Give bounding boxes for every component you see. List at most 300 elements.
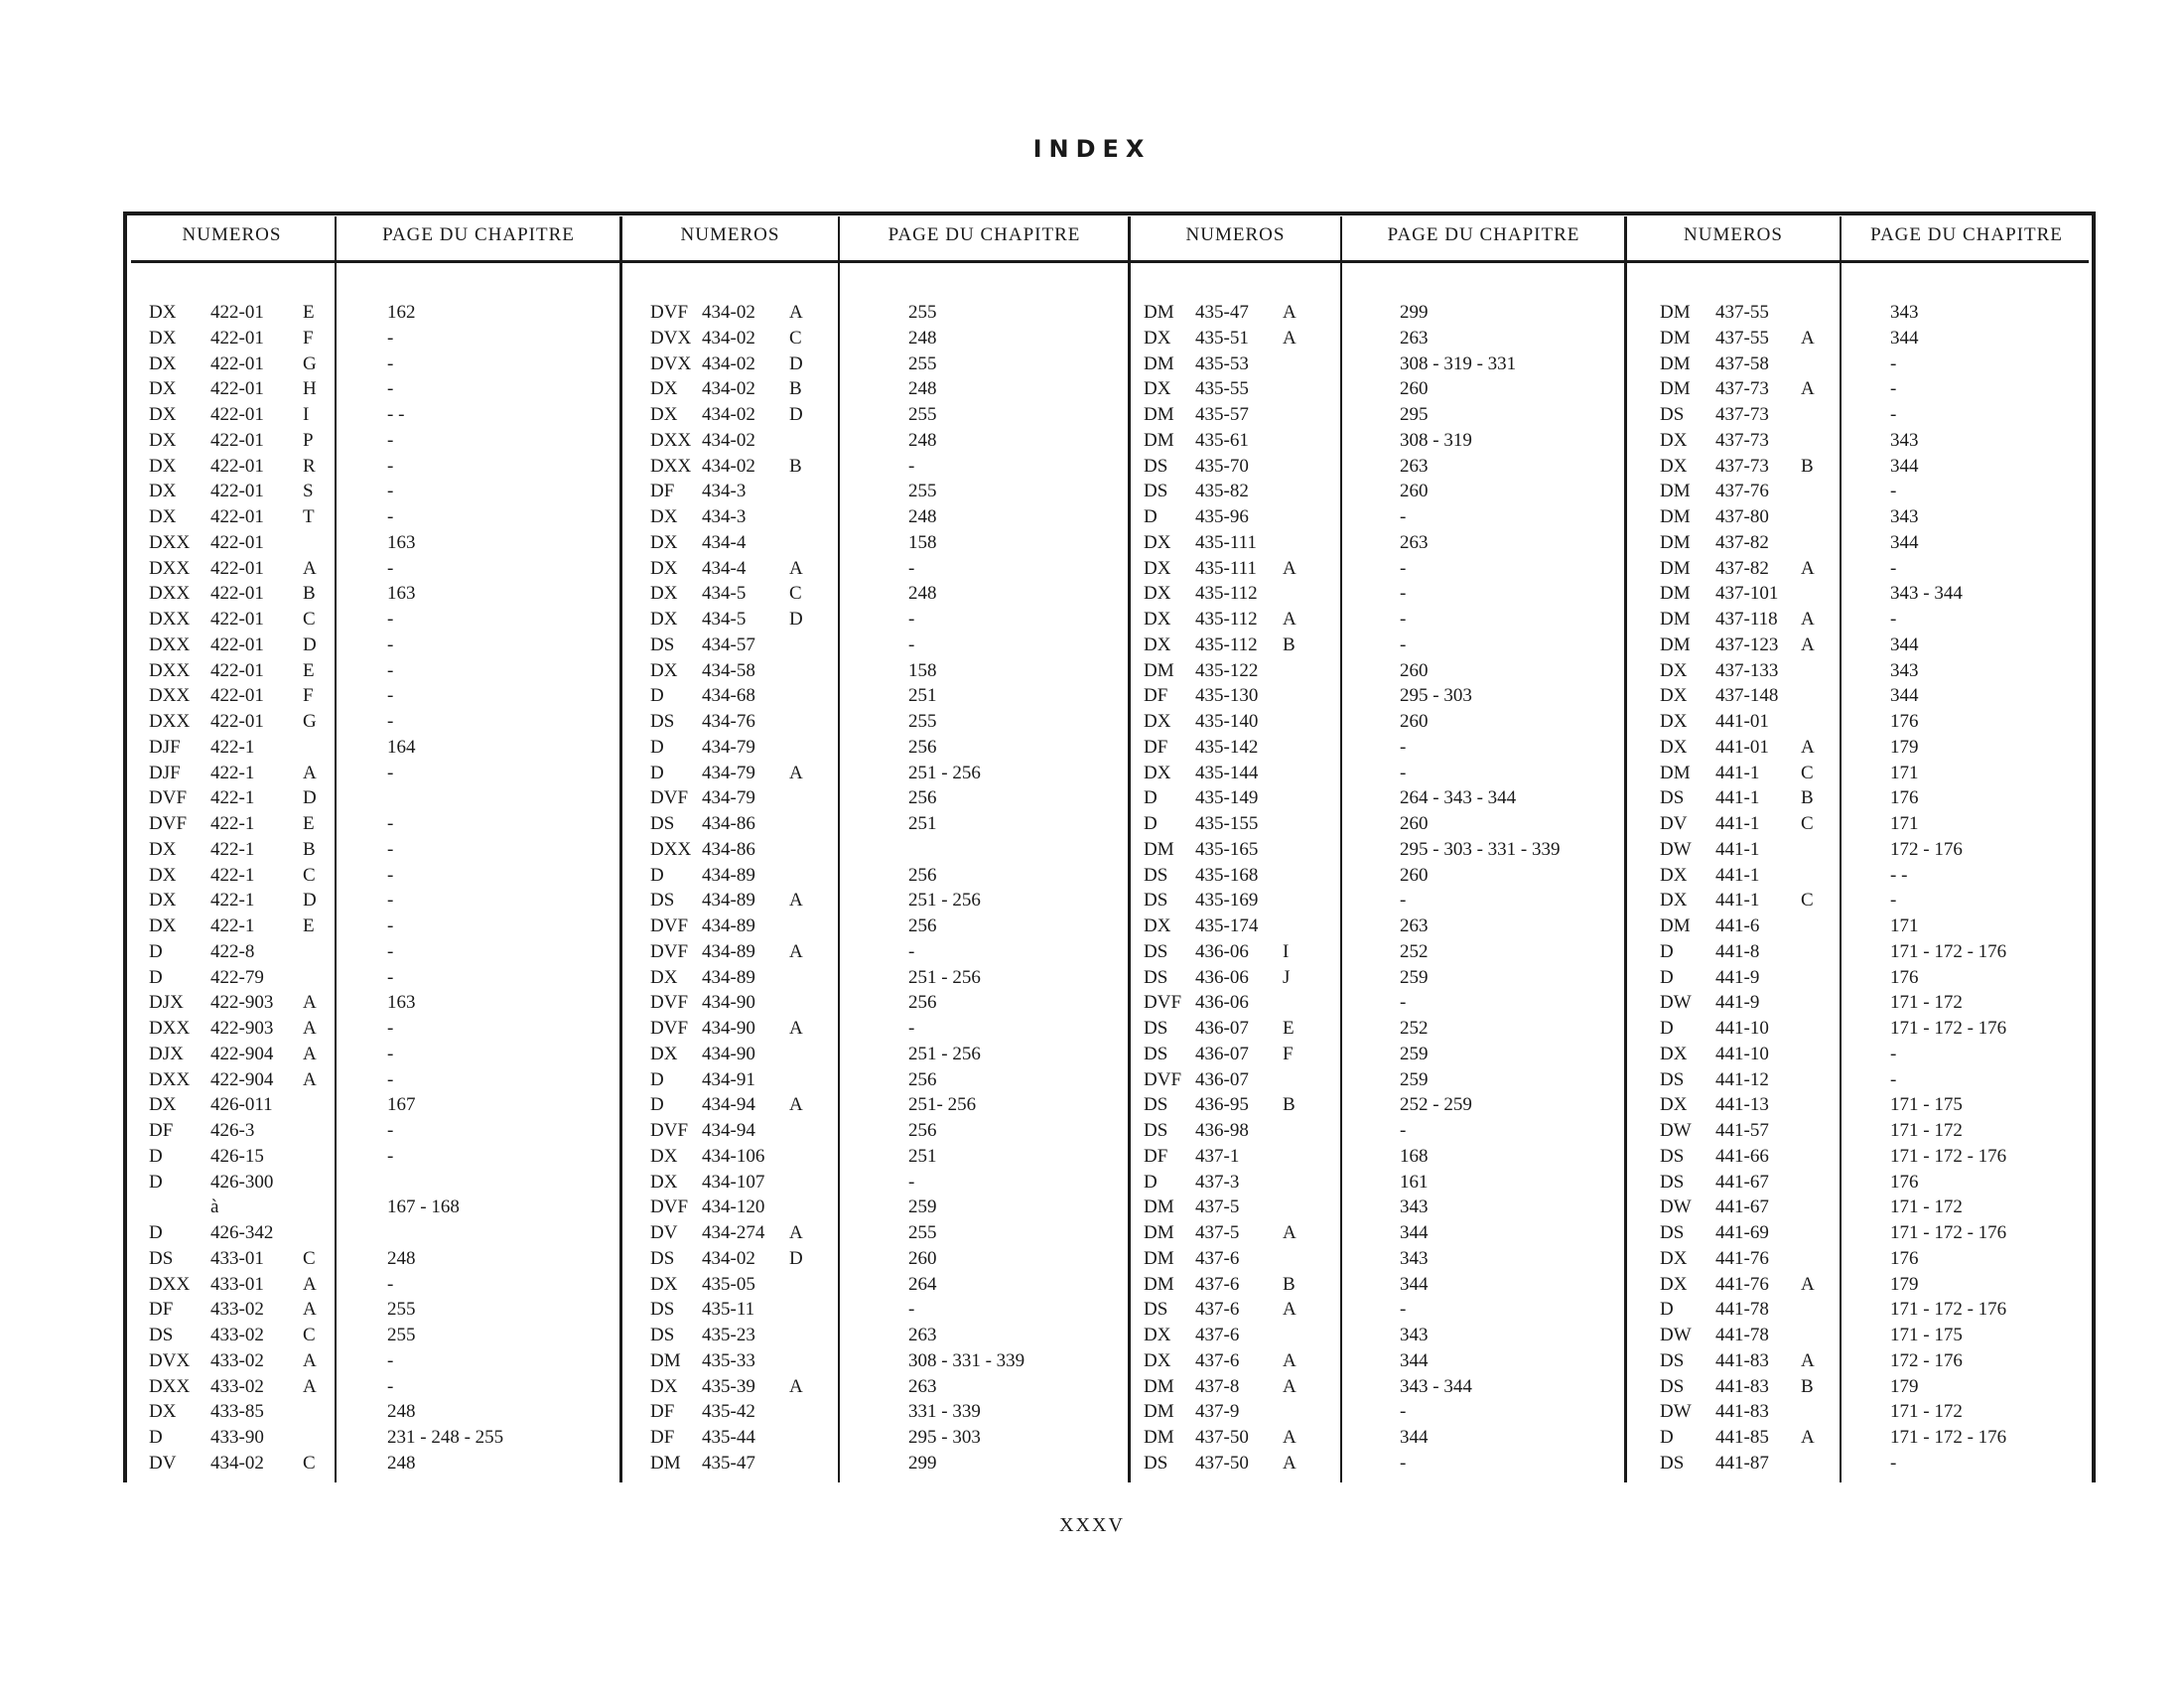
entry-number: 435-96 <box>1195 506 1249 527</box>
entry-page: 252 - 259 <box>1400 1094 1472 1116</box>
entry-suffix: A <box>1801 1273 1815 1295</box>
entry-page: 179 <box>1890 1375 1919 1397</box>
entry-prefix: DM <box>1660 915 1691 936</box>
entry-number: 434-02 <box>702 352 755 374</box>
entry-number: 437-118 <box>1715 609 1778 630</box>
entry-number: 435-111 <box>1195 531 1257 553</box>
entry-prefix: D <box>149 1171 163 1193</box>
entry-suffix: A <box>303 1018 317 1039</box>
entry-page: 171 - 172 - 176 <box>1890 940 2007 962</box>
entry-number: 433-02 <box>210 1375 264 1397</box>
entry-prefix: D <box>149 1222 163 1243</box>
entry-page: 251 <box>908 813 937 834</box>
entry-page: 344 <box>1400 1222 1429 1243</box>
entry-number: 434-5 <box>702 583 747 605</box>
entry-prefix: DS <box>1660 1452 1685 1474</box>
entry-suffix: A <box>1801 1427 1815 1448</box>
entry-prefix: D <box>1144 506 1158 527</box>
entry-suffix: C <box>1801 762 1814 783</box>
entry-number: 436-07 <box>1195 1043 1249 1064</box>
entry-page: - <box>908 1018 915 1039</box>
entry-number: 433-02 <box>210 1299 264 1321</box>
page-number: XXXV <box>1059 1514 1125 1536</box>
entry-number: 441-67 <box>1715 1196 1769 1218</box>
entry-number: 422-1 <box>210 915 255 936</box>
entry-suffix: A <box>1283 302 1297 323</box>
entry-page: - <box>387 327 394 349</box>
entry-number: 434-02 <box>702 378 755 400</box>
entry-page: - <box>1890 890 1897 912</box>
entry-prefix: DVX <box>650 352 692 374</box>
entry-page: 343 <box>1400 1196 1429 1218</box>
entry-number: 422-01 <box>210 685 264 707</box>
entry-number: 441-9 <box>1715 966 1760 988</box>
entry-page: - <box>387 915 394 936</box>
header-page-du-chapitre: PAGE DU CHAPITRE <box>887 224 1081 245</box>
entry-prefix: D <box>1144 787 1158 809</box>
entry-page: - <box>387 890 394 912</box>
entry-page: 255 <box>908 711 937 732</box>
entry-prefix: DF <box>1144 1145 1168 1167</box>
entry-number: 435-33 <box>702 1349 755 1371</box>
entry-prefix: DS <box>650 633 675 655</box>
entry-number: 441-1 <box>1715 813 1760 834</box>
entry-page: 256 <box>908 915 937 936</box>
entry-prefix: D <box>1144 813 1158 834</box>
entry-number: 435-44 <box>702 1427 755 1448</box>
entry-number: 434-02 <box>702 327 755 349</box>
entry-prefix: DS <box>650 813 675 834</box>
entry-prefix: DXX <box>149 531 191 553</box>
entry-suffix: B <box>789 378 802 400</box>
entry-number: 435-51 <box>1195 327 1249 349</box>
entry-prefix: DW <box>1660 1401 1692 1423</box>
entry-number: 436-07 <box>1195 1018 1249 1039</box>
entry-prefix: DX <box>650 659 678 681</box>
entry-prefix: DW <box>1660 992 1692 1014</box>
entry-prefix: DS <box>1144 481 1168 502</box>
entry-suffix: A <box>789 1222 803 1243</box>
entry-number: 422-1 <box>210 838 255 860</box>
column-divider <box>1624 216 1627 1482</box>
entry-suffix: A <box>1283 1375 1297 1397</box>
entry-number: 434-79 <box>702 762 755 783</box>
entry-prefix: DS <box>149 1325 174 1345</box>
entry-page: 248 <box>387 1247 416 1269</box>
entry-suffix: A <box>303 557 317 579</box>
entry-page: 231 - 248 - 255 <box>387 1427 504 1448</box>
entry-number: 435-53 <box>1195 352 1249 374</box>
entry-prefix: DX <box>1144 557 1171 579</box>
entry-suffix: F <box>303 685 314 707</box>
entry-suffix: A <box>1283 609 1297 630</box>
entry-suffix: A <box>1283 1452 1297 1474</box>
entry-page: 171 - 172 - 176 <box>1890 1018 2007 1039</box>
entry-page: 260 <box>1400 711 1429 732</box>
entry-page: 171 - 172 <box>1890 992 1963 1014</box>
entry-number: 422-1 <box>210 736 255 758</box>
entry-number: 434-79 <box>702 736 755 758</box>
entry-number: 435-111 <box>1195 557 1257 579</box>
entry-number: 434-76 <box>702 711 755 732</box>
entry-prefix: DX <box>650 1043 678 1064</box>
entry-page: - <box>1890 609 1897 630</box>
entry-prefix: D <box>1660 966 1674 988</box>
entry-page: 171 - 172 - 176 <box>1890 1145 2007 1167</box>
entry-number: 435-168 <box>1195 864 1259 886</box>
entry-number: 434-91 <box>702 1068 755 1090</box>
entry-prefix: DS <box>1660 404 1685 425</box>
entry-prefix: DM <box>1144 1375 1174 1397</box>
entry-number: 422-01 <box>210 633 264 655</box>
entry-page: 255 <box>387 1325 416 1345</box>
entry-number: 422-1 <box>210 787 255 809</box>
entry-suffix: E <box>303 302 315 323</box>
entry-number: 435-112 <box>1195 633 1258 655</box>
entry-page: 176 <box>1890 966 1919 988</box>
entry-number: 422-01 <box>210 352 264 374</box>
entry-number: 434-68 <box>702 685 755 707</box>
entry-suffix: D <box>789 609 803 630</box>
entry-page: 248 <box>908 327 937 349</box>
entry-page: 255 <box>908 404 937 425</box>
entry-number: 435-140 <box>1195 711 1259 732</box>
entry-suffix: D <box>789 1247 803 1269</box>
entry-number: 422-1 <box>210 890 255 912</box>
entry-prefix: DS <box>1144 864 1168 886</box>
entry-page: 251 - 256 <box>908 762 981 783</box>
entry-number: 435-47 <box>702 1452 755 1474</box>
entry-prefix: DX <box>1144 1325 1171 1345</box>
entry-suffix: A <box>1283 1299 1297 1321</box>
entry-page: 331 - 339 <box>908 1401 981 1423</box>
entry-number: 435-149 <box>1195 787 1259 809</box>
entry-prefix: DM <box>1144 1273 1174 1295</box>
entry-number: 422-01 <box>210 583 264 605</box>
entry-page: 176 <box>1890 787 1919 809</box>
entry-prefix: DF <box>1144 736 1168 758</box>
entry-number: 434-02 <box>702 404 755 425</box>
entry-number: 434-89 <box>702 915 755 936</box>
entry-page: - <box>387 506 394 527</box>
entry-page: 171 <box>1890 915 1919 936</box>
entry-prefix: D <box>650 864 664 886</box>
entry-page: - <box>387 659 394 681</box>
entry-page: 163 <box>387 531 416 553</box>
entry-page: 171 - 172 <box>1890 1120 1963 1141</box>
entry-page: 162 <box>387 302 416 323</box>
entry-prefix: D <box>149 1427 163 1448</box>
entry-suffix: C <box>789 583 802 605</box>
entry-suffix: A <box>1283 327 1297 349</box>
entry-suffix: G <box>303 711 317 732</box>
entry-page: 251 - 256 <box>908 890 981 912</box>
entry-prefix: DX <box>1660 429 1688 451</box>
entry-prefix: DM <box>1660 302 1691 323</box>
entry-number: 435-165 <box>1195 838 1259 860</box>
entry-prefix: DX <box>650 966 678 988</box>
entry-prefix: DW <box>1660 838 1692 860</box>
entry-page: 171 - 172 - 176 <box>1890 1427 2007 1448</box>
entry-page: 260 <box>1400 864 1429 886</box>
entry-prefix: DX <box>149 864 177 886</box>
entry-page: 260 <box>1400 813 1429 834</box>
entry-prefix: DS <box>1660 1171 1685 1193</box>
entry-suffix: B <box>1283 1094 1296 1116</box>
entry-number: 426-15 <box>210 1145 264 1167</box>
entry-page: - <box>1890 557 1897 579</box>
entry-page: - <box>1400 609 1407 630</box>
entry-prefix: DX <box>1660 659 1688 681</box>
header-numeros: NUMEROS <box>1684 224 1783 245</box>
entry-prefix: DXX <box>149 609 191 630</box>
entry-number: 437-6 <box>1195 1273 1240 1295</box>
entry-page: - <box>387 813 394 834</box>
entry-number: 436-06 <box>1195 940 1249 962</box>
entry-suffix: A <box>1801 1349 1815 1371</box>
entry-prefix: DX <box>149 302 177 323</box>
entry-number: 434-4 <box>702 531 747 553</box>
entry-prefix: DX <box>650 583 678 605</box>
entry-page: 263 <box>908 1375 937 1397</box>
entry-suffix: A <box>1283 557 1297 579</box>
entry-number: 434-89 <box>702 966 755 988</box>
entry-prefix: DX <box>1144 609 1171 630</box>
entry-suffix: D <box>789 404 803 425</box>
entry-page: 344 <box>1890 531 1919 553</box>
entry-number: 434-02 <box>702 1247 755 1269</box>
entry-prefix: DS <box>1144 1018 1168 1039</box>
entry-page: 263 <box>1400 915 1429 936</box>
entry-prefix: DX <box>149 455 177 477</box>
entry-page: - <box>1400 762 1407 783</box>
entry-suffix: B <box>1801 455 1814 477</box>
entry-page: - <box>387 864 394 886</box>
entry-number: 435-130 <box>1195 685 1259 707</box>
entry-prefix: DXX <box>650 838 692 860</box>
entry-prefix: DVX <box>650 327 692 349</box>
entry-number: 422-01 <box>210 557 264 579</box>
entry-prefix: DVF <box>650 302 689 323</box>
entry-page: 260 <box>1400 378 1429 400</box>
entry-number: 435-155 <box>1195 813 1259 834</box>
entry-page: - <box>1400 633 1407 655</box>
entry-prefix: DX <box>149 838 177 860</box>
entry-number: 437-148 <box>1715 685 1779 707</box>
entry-number: 436-07 <box>1195 1068 1249 1090</box>
entry-prefix: DVF <box>650 940 689 962</box>
entry-suffix: H <box>303 378 317 400</box>
entry-page: 172 - 176 <box>1890 838 1963 860</box>
entry-number: 434-02 <box>210 1452 264 1474</box>
entry-prefix: DS <box>1660 1145 1685 1167</box>
entry-number: 437-6 <box>1195 1247 1240 1269</box>
entry-prefix: DX <box>149 506 177 527</box>
entry-page: - <box>908 455 915 477</box>
entry-prefix: DVF <box>149 787 188 809</box>
entry-prefix: DXX <box>149 659 191 681</box>
entry-page: 163 <box>387 992 416 1014</box>
entry-suffix: B <box>789 455 802 477</box>
entry-prefix: DS <box>1144 890 1168 912</box>
entry-page: 164 <box>387 736 416 758</box>
entry-page: 171 - 172 <box>1890 1196 1963 1218</box>
entry-page: 295 <box>1400 404 1429 425</box>
entry-prefix: DM <box>1660 609 1691 630</box>
entry-prefix: D <box>149 940 163 962</box>
entry-prefix: DV <box>1660 813 1688 834</box>
entry-prefix: DM <box>1660 531 1691 553</box>
entry-number: 426-342 <box>210 1222 274 1243</box>
entry-page: - <box>908 1171 915 1193</box>
entry-page: 251 <box>908 1145 937 1167</box>
entry-number: 422-01 <box>210 481 264 502</box>
entry-page: - <box>908 1299 915 1321</box>
entry-suffix: E <box>303 813 315 834</box>
entry-page: 171 <box>1890 762 1919 783</box>
entry-prefix: D <box>1660 1427 1674 1448</box>
entry-page: 344 <box>1890 685 1919 707</box>
entry-prefix: DS <box>1660 1349 1685 1371</box>
entry-prefix: DX <box>149 404 177 425</box>
entry-prefix: DVF <box>650 1196 689 1218</box>
entry-number: 441-8 <box>1715 940 1760 962</box>
entry-page: 343 <box>1890 506 1919 527</box>
entry-prefix: DM <box>1144 1427 1174 1448</box>
entry-number: 437-55 <box>1715 302 1769 323</box>
entry-prefix: DS <box>650 1325 675 1345</box>
column-divider <box>1340 216 1342 1482</box>
entry-suffix: B <box>1801 1375 1814 1397</box>
entry-prefix: DVF <box>149 813 188 834</box>
entry-suffix: A <box>303 1068 317 1090</box>
header-rule <box>131 260 2089 263</box>
entry-page: 263 <box>1400 327 1429 349</box>
column-divider <box>838 216 840 1482</box>
entry-page: - <box>908 940 915 962</box>
entry-number: 441-57 <box>1715 1120 1769 1141</box>
entry-prefix: DF <box>650 481 675 502</box>
entry-number: 441-1 <box>1715 787 1760 809</box>
entry-prefix: D <box>1660 940 1674 962</box>
entry-prefix: DM <box>650 1349 681 1371</box>
entry-prefix: D <box>650 1094 664 1116</box>
entry-prefix: DJF <box>149 762 181 783</box>
entry-page: 158 <box>908 659 937 681</box>
entry-number: 433-02 <box>210 1325 264 1345</box>
entry-number: 441-83 <box>1715 1375 1769 1397</box>
entry-prefix: DS <box>650 711 675 732</box>
entry-prefix: D <box>149 1145 163 1167</box>
entry-number: 435-70 <box>1195 455 1249 477</box>
entry-number: 434-274 <box>702 1222 765 1243</box>
entry-page: 251 <box>908 685 937 707</box>
entry-number: 436-98 <box>1195 1120 1249 1141</box>
entry-number: 434-106 <box>702 1145 765 1167</box>
entry-prefix: DX <box>1144 915 1171 936</box>
entry-prefix: DVF <box>650 992 689 1014</box>
entry-number: 441-76 <box>1715 1273 1769 1295</box>
entry-prefix: DVF <box>650 1120 689 1141</box>
entry-number: 422-903 <box>210 1018 274 1039</box>
column-divider <box>1128 216 1131 1482</box>
entry-number: 426-011 <box>210 1094 273 1116</box>
entry-prefix: D <box>650 1068 664 1090</box>
entry-number: 435-39 <box>702 1375 755 1397</box>
entry-suffix: A <box>1283 1222 1297 1243</box>
entry-number: 437-8 <box>1195 1375 1240 1397</box>
entry-prefix: DS <box>1660 787 1685 809</box>
entry-prefix: DX <box>1660 711 1688 732</box>
entry-number: 433-02 <box>210 1349 264 1371</box>
entry-number: 434-02 <box>702 302 755 323</box>
entry-suffix: D <box>303 890 317 912</box>
entry-prefix: DM <box>1144 429 1174 451</box>
entry-page: 176 <box>1890 711 1919 732</box>
entry-suffix: A <box>303 762 317 783</box>
entry-number: 441-1 <box>1715 838 1760 860</box>
entry-number: 422-01 <box>210 378 264 400</box>
entry-page: 172 - 176 <box>1890 1349 1963 1371</box>
entry-page: 264 - 343 - 344 <box>1400 787 1517 809</box>
entry-number: 434-94 <box>702 1094 755 1116</box>
entry-number: 434-90 <box>702 992 755 1014</box>
entry-prefix: DW <box>1660 1196 1692 1218</box>
entry-page: - <box>387 762 394 783</box>
entry-page: 179 <box>1890 736 1919 758</box>
entry-prefix: DS <box>1144 1452 1168 1474</box>
entry-suffix: P <box>303 429 314 451</box>
entry-prefix: DM <box>1660 378 1691 400</box>
entry-prefix: DX <box>1660 1247 1688 1269</box>
entry-suffix: C <box>303 609 316 630</box>
entry-page: 255 <box>908 481 937 502</box>
entry-page: - <box>1400 736 1407 758</box>
entry-prefix: DXX <box>149 557 191 579</box>
entry-number: 422-1 <box>210 762 255 783</box>
entry-prefix: DS <box>1144 1120 1168 1141</box>
entry-page: - <box>387 557 394 579</box>
entry-page: - <box>1400 557 1407 579</box>
entry-page: 343 <box>1400 1325 1429 1345</box>
entry-prefix: D <box>650 736 664 758</box>
entry-page: 251 - 256 <box>908 1043 981 1064</box>
entry-prefix: DXX <box>149 711 191 732</box>
entry-prefix: DS <box>1144 1043 1168 1064</box>
entry-prefix: DX <box>1144 1349 1171 1371</box>
entry-number: 441-01 <box>1715 736 1769 758</box>
entry-prefix: DS <box>1660 1375 1685 1397</box>
entry-suffix: C <box>303 864 316 886</box>
entry-suffix: F <box>303 327 314 349</box>
entry-page: 248 <box>387 1452 416 1474</box>
entry-number: 433-85 <box>210 1401 264 1423</box>
entry-number: 422-01 <box>210 455 264 477</box>
entry-prefix: DM <box>1660 327 1691 349</box>
entry-page: 161 <box>1400 1171 1429 1193</box>
entry-prefix: DX <box>650 378 678 400</box>
entry-page: 343 <box>1890 659 1919 681</box>
entry-page: - <box>387 1375 394 1397</box>
entry-suffix: A <box>789 302 803 323</box>
entry-page: 344 <box>1890 633 1919 655</box>
entry-prefix: DV <box>650 1222 678 1243</box>
entry-suffix: A <box>1801 633 1815 655</box>
entry-prefix: DM <box>1660 762 1691 783</box>
entry-page: 259 <box>1400 1043 1429 1064</box>
entry-prefix: DM <box>1144 1196 1174 1218</box>
entry-page: - - <box>1890 864 1908 886</box>
